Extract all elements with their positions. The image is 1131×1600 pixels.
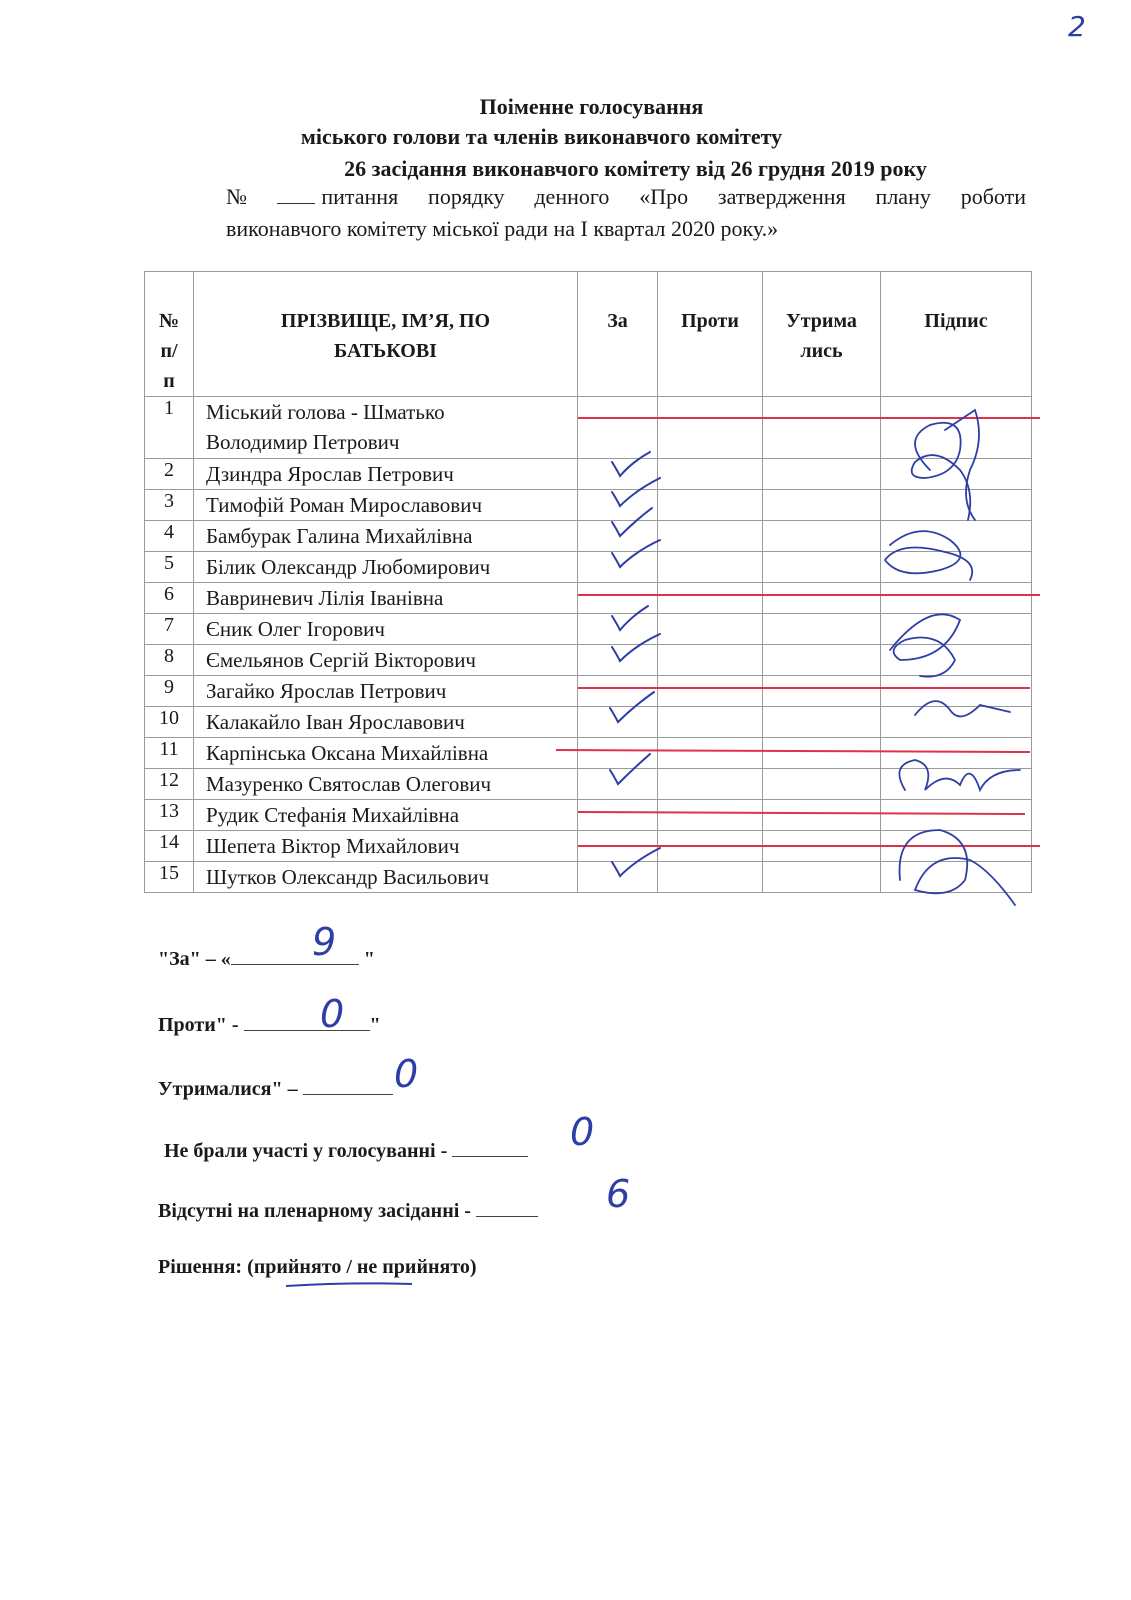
table-row [145, 583, 1032, 614]
decision-line: Рішення: (прийнято / не прийнято) [158, 1256, 477, 1278]
question-line-2: виконавчого комітету міської ради на I квартал 2020 року.» [226, 216, 779, 241]
row-name: Шутков Олександр Васильович [194, 862, 578, 893]
cell-proty [658, 645, 763, 676]
table-header-row [145, 272, 1032, 397]
cell-za [578, 490, 658, 521]
cell-signature [881, 738, 1032, 769]
row-num: 12 [145, 769, 194, 800]
cell-za [578, 459, 658, 490]
cell-za [578, 707, 658, 738]
cell-za [578, 769, 658, 800]
cell-za [578, 831, 658, 862]
cell-signature [881, 583, 1032, 614]
cell-za [578, 614, 658, 645]
cell-za [578, 862, 658, 893]
cell-za [578, 397, 658, 459]
cell-signature [881, 614, 1032, 645]
cell-proty [658, 676, 763, 707]
cell-signature [881, 862, 1032, 893]
tally-ne-brali-value: 0 [570, 1110, 595, 1154]
document-title: Поіменне голосування [479, 94, 704, 119]
row-num: 9 [145, 676, 194, 707]
cell-signature [881, 397, 1032, 459]
cell-za [578, 645, 658, 676]
header-name: ПРІЗВИЩЕ, ІМ’Я, ПО БАТЬКОВІ [194, 272, 578, 397]
tally-utrymalys: Утрималися" – [158, 1078, 393, 1101]
row-num: 6 [145, 583, 194, 614]
row-name: Шепета Віктор Михайлович [194, 831, 578, 862]
header-za: За [578, 272, 658, 397]
cell-proty [658, 707, 763, 738]
row-name: Тимофій Роман Мирославович [194, 490, 578, 521]
row-num: 8 [145, 645, 194, 676]
cell-za [578, 552, 658, 583]
table-row [145, 676, 1032, 707]
table-row [145, 397, 1032, 459]
header-num: № п/ п [145, 272, 194, 397]
table-row [145, 738, 1032, 769]
cell-signature [881, 645, 1032, 676]
row-name: Бамбурак Галина Михайлівна [194, 521, 578, 552]
row-name: Калакайло Іван Ярославович [194, 707, 578, 738]
cell-utrymalys [763, 831, 881, 862]
cell-utrymalys [763, 769, 881, 800]
table-row [145, 707, 1032, 738]
table-row [145, 800, 1032, 831]
cell-proty [658, 552, 763, 583]
row-name: Рудик Стефанія Михайлівна [194, 800, 578, 831]
row-name: Єник Олег Ігорович [194, 614, 578, 645]
cell-signature [881, 552, 1032, 583]
cell-utrymalys [763, 862, 881, 893]
row-num: 11 [145, 738, 194, 769]
header-utrymalys: Утрима лись [763, 272, 881, 397]
vote-table [144, 271, 1032, 893]
decision-underline [286, 1283, 412, 1286]
row-num: 1 [145, 397, 194, 459]
row-name: Ємельянов Сергій Вікторович [194, 645, 578, 676]
tally-utrymalys-value: 0 [394, 1052, 419, 1096]
cell-proty [658, 769, 763, 800]
row-num: 4 [145, 521, 194, 552]
cell-za [578, 521, 658, 552]
row-num: 7 [145, 614, 194, 645]
row-name: Білик Олександр Любомирович [194, 552, 578, 583]
cell-proty [658, 459, 763, 490]
cell-signature [881, 831, 1032, 862]
table-row [145, 831, 1032, 862]
row-num: 10 [145, 707, 194, 738]
cell-za [578, 738, 658, 769]
row-num: 3 [145, 490, 194, 521]
cell-proty [658, 614, 763, 645]
row-name: Загайко Ярослав Петрович [194, 676, 578, 707]
document-subtitle: міського голови та членів виконавчого комітету [300, 124, 783, 149]
tally-vidsutni-value: 6 [606, 1172, 631, 1216]
cell-proty [658, 583, 763, 614]
cell-za [578, 583, 658, 614]
cell-proty [658, 738, 763, 769]
cell-proty [658, 521, 763, 552]
page-number: 2 [1068, 10, 1086, 43]
cell-utrymalys [763, 459, 881, 490]
cell-utrymalys [763, 738, 881, 769]
table-row [145, 552, 1032, 583]
header-proty: Проти [658, 272, 763, 397]
cell-signature [881, 800, 1032, 831]
row-name: Дзиндра Ярослав Петрович [194, 459, 578, 490]
table-row [145, 769, 1032, 800]
cell-utrymalys [763, 645, 881, 676]
tally-za-value: 9 [312, 920, 337, 964]
cell-proty [658, 862, 763, 893]
cell-utrymalys [763, 583, 881, 614]
table-row [145, 645, 1032, 676]
cell-proty [658, 800, 763, 831]
row-name: Мазуренко Святослав Олегович [194, 769, 578, 800]
question-number-blank [277, 185, 315, 204]
row-name: Карпінська Оксана Михайлівна [194, 738, 578, 769]
cell-za [578, 676, 658, 707]
row-num: 15 [145, 862, 194, 893]
cell-utrymalys [763, 676, 881, 707]
header-pidpys: Підпис [881, 272, 1032, 397]
tally-za: "За" – « " [158, 948, 375, 970]
cell-proty [658, 490, 763, 521]
row-num: 13 [145, 800, 194, 831]
row-name: Міський голова - Шматько Володимир Петрович [194, 397, 578, 459]
cell-utrymalys [763, 614, 881, 645]
row-name: Вавриневич Лілія Іванівна [194, 583, 578, 614]
cell-utrymalys [763, 800, 881, 831]
cell-proty [658, 397, 763, 459]
table-row [145, 490, 1032, 521]
tally-proty: Проти" - " [158, 1014, 381, 1036]
cell-proty [658, 831, 763, 862]
question-line-1: № питання порядку денного «Про затвердження плану роботи [226, 184, 1026, 209]
cell-signature [881, 459, 1032, 490]
table-row [145, 614, 1032, 645]
table-row [145, 459, 1032, 490]
row-num: 5 [145, 552, 194, 583]
cell-utrymalys [763, 397, 881, 459]
tally-vidsutni: Відсутні на пленарному засіданні - [158, 1200, 538, 1223]
cell-utrymalys [763, 707, 881, 738]
cell-utrymalys [763, 490, 881, 521]
cell-utrymalys [763, 521, 881, 552]
cell-signature [881, 707, 1032, 738]
row-num: 14 [145, 831, 194, 862]
table-row [145, 862, 1032, 893]
row-num: 2 [145, 459, 194, 490]
meeting-line: 26 засідання виконавчого комітету від 26 грудня 2019 року [344, 156, 927, 181]
tally-proty-value: 0 [320, 992, 345, 1036]
cell-utrymalys [763, 552, 881, 583]
cell-signature [881, 676, 1032, 707]
table-row [145, 521, 1032, 552]
cell-signature [881, 521, 1032, 552]
tally-ne-brali: Не брали участі у голосуванні - [164, 1140, 528, 1163]
cell-signature [881, 769, 1032, 800]
cell-za [578, 800, 658, 831]
cell-signature [881, 490, 1032, 521]
